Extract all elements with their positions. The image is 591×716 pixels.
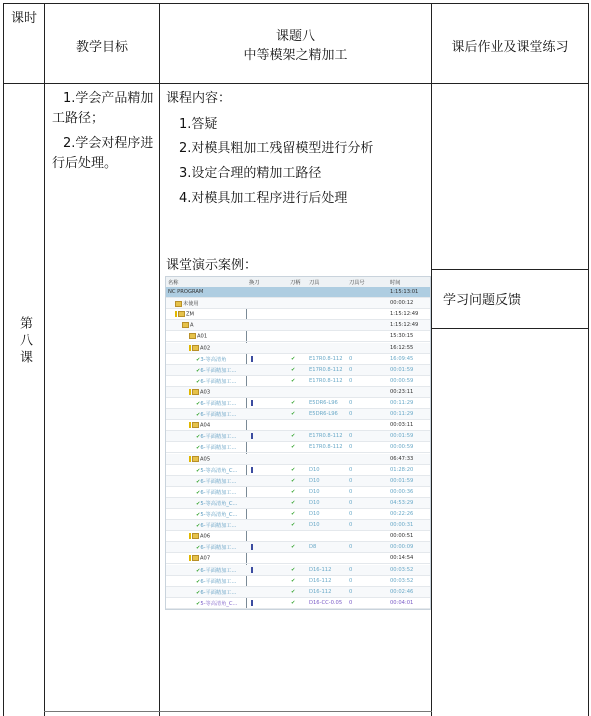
tree-row-tool: D10	[309, 499, 320, 506]
tree-row[interactable]	[166, 287, 430, 298]
tree-row-label: 5-等高清角_C...	[200, 512, 238, 518]
tree-row-name	[196, 544, 236, 551]
header-topic-title: 中等模架之精加工	[243, 48, 348, 63]
folder-icon	[192, 345, 199, 351]
holder-check-icon: ✔	[291, 466, 296, 473]
folder-icon	[182, 322, 189, 328]
tree-row-label: A04	[200, 422, 211, 429]
holder-check-icon: ✔	[291, 511, 296, 517]
tree-row-tool: E17R0.8-112	[309, 377, 343, 384]
tree-row-time: 00:01:59	[390, 433, 414, 440]
tree-row-label: 6-平面精加工...	[200, 578, 237, 585]
holder-check-icon: ✔	[291, 522, 296, 529]
holder-check-icon: ✔	[291, 400, 296, 406]
tree-row-tool: D16-CC-0.05	[309, 599, 343, 606]
pin-icon	[189, 533, 191, 539]
tree-row-label: A	[190, 322, 194, 329]
tree-row-toolnum: 0	[349, 366, 353, 373]
tree-row[interactable]	[166, 431, 430, 442]
check-icon: ✔	[196, 356, 201, 363]
tree-row-toolnum: 0	[349, 522, 353, 529]
tree-row-toolnum: 0	[349, 499, 353, 506]
holder-check-icon: ✔	[291, 599, 296, 606]
tree-row-label: A03	[200, 389, 211, 396]
holder-check-icon: ✔	[291, 577, 296, 584]
tree-row-toolnum: 0	[349, 566, 353, 573]
header-objectives: 教学目标	[75, 40, 128, 55]
tree-row-time: 00:00:59	[390, 444, 414, 451]
tree-row-time: 00:22:26	[390, 511, 414, 517]
tree-row[interactable]	[166, 343, 430, 354]
tree-row-time: 04:53:29	[390, 499, 414, 506]
tree-row-toolnum: 0	[349, 377, 353, 384]
tree-row[interactable]	[166, 565, 430, 576]
check-icon: ✔	[196, 378, 201, 385]
tree-row[interactable]	[166, 409, 430, 420]
tree-row[interactable]	[166, 587, 430, 598]
tree-col-toolnum: 刀具号	[349, 280, 365, 286]
tree-row-name	[196, 489, 236, 496]
tree-row-label: 6-平面精加工...	[200, 445, 237, 452]
tree-row[interactable]	[166, 320, 430, 331]
tree-row-time: 00:00:51	[390, 533, 414, 540]
holder-check-icon: ✔	[291, 355, 296, 362]
tree-row-label: 6-平面精加工...	[200, 478, 237, 485]
table-border-top	[3, 3, 589, 4]
tree-row-toolnum: 0	[349, 488, 353, 495]
pin-icon	[189, 555, 191, 561]
tree-row[interactable]	[166, 387, 430, 398]
tree-row[interactable]	[166, 309, 430, 320]
folder-icon	[192, 533, 199, 539]
tree-row-time: 1:15:12:49	[390, 322, 419, 329]
objective-2-line2: 行后处理。	[52, 156, 118, 171]
tree-row-toolnum: 0	[349, 355, 353, 362]
lesson-label: 第八课	[17, 316, 32, 367]
check-icon: ✔	[196, 445, 201, 452]
tree-row-toolnum: 0	[349, 588, 353, 595]
column-divider-2	[159, 3, 160, 716]
toolchange-marker	[251, 567, 253, 573]
tree-row-time: 1:15:13:01	[390, 289, 419, 295]
tree-row-time: 00:03:11	[390, 422, 414, 429]
tree-row-time: 15:30:15	[390, 333, 414, 340]
tree-row-name	[196, 511, 237, 518]
tree-row[interactable]	[166, 520, 430, 531]
tree-row-tool: D8	[309, 544, 317, 551]
feedback-divider-top	[432, 269, 589, 270]
column-divider-3	[431, 3, 432, 716]
tree-row[interactable]	[166, 498, 430, 509]
content-title: 课程内容：	[166, 91, 232, 106]
tree-row-label: A05	[200, 456, 211, 462]
tree-row-name	[196, 500, 237, 507]
feedback-divider-bottom	[432, 328, 589, 329]
tree-row-label: 6-平面精加工...	[200, 523, 237, 530]
tree-row-label: 未使用	[183, 301, 199, 308]
tree-row-label: 6-平面精加工...	[200, 378, 237, 385]
tree-row-toolnum: 0	[349, 400, 353, 406]
check-icon: ✔	[196, 567, 201, 574]
check-icon: ✔	[196, 489, 201, 496]
toolchange-marker	[251, 400, 253, 406]
pin-icon	[189, 345, 191, 351]
tree-row-name	[189, 533, 210, 540]
tree-row[interactable]	[166, 598, 430, 609]
check-icon: ✔	[196, 589, 201, 596]
tree-row-tool: E17R0.8-112	[309, 355, 343, 362]
holder-check-icon: ✔	[291, 444, 296, 451]
check-icon: ✔	[196, 412, 201, 419]
tree-row-name	[196, 467, 237, 474]
tree-row-time: 16:12:55	[390, 344, 414, 351]
tree-row-label: 6-平面精加工...	[200, 401, 237, 407]
tree-row-label: 6-平面精加工...	[200, 567, 237, 574]
tree-row-name	[175, 311, 194, 318]
tree-row-label: NC PROGRAM	[168, 289, 204, 295]
tree-row-tool: D10	[309, 522, 320, 529]
tree-row-tool: E5DR6-L96	[309, 411, 338, 418]
tree-row-label: ZM	[186, 311, 195, 318]
folder-icon	[175, 301, 182, 307]
folder-icon	[178, 311, 185, 317]
tree-row-toolnum: 0	[349, 411, 353, 418]
tree-row-time: 00:14:54	[390, 555, 414, 562]
tree-row[interactable]	[166, 442, 430, 453]
tree-row-label: 6-平面精加工...	[200, 489, 237, 496]
nc-program-tree-screenshot	[165, 276, 431, 610]
holder-check-icon: ✔	[291, 411, 296, 418]
tree-row-label: 6-平面精加工...	[200, 367, 237, 374]
tree-row-name	[175, 300, 199, 307]
check-icon: ✔	[196, 401, 201, 407]
tree-col-time: 时间	[390, 280, 401, 286]
tree-row-toolnum: 0	[349, 433, 353, 440]
tree-row-time: 00:11:29	[390, 411, 414, 418]
tree-row-tool: E17R0.8-112	[309, 444, 343, 451]
tree-row-name	[189, 555, 210, 562]
tree-row-time: 00:03:52	[390, 566, 414, 573]
holder-check-icon: ✔	[291, 588, 296, 595]
tree-col-tool: 刀具	[309, 280, 320, 286]
content-item-4: 4.对模具加工程序进行后处理	[179, 191, 348, 206]
tree-row[interactable]	[166, 331, 430, 342]
tree-row-time: 06:47:33	[390, 455, 414, 462]
tree-row[interactable]	[166, 398, 430, 409]
tree-row-toolnum: 0	[349, 544, 353, 551]
holder-check-icon: ✔	[291, 477, 296, 484]
tree-col-name: 名称	[168, 280, 179, 286]
tree-row-toolnum: 0	[349, 466, 353, 473]
tree-row-name	[196, 522, 236, 529]
tree-col-holder: 刀柄	[290, 280, 301, 286]
tree-row[interactable]	[166, 576, 430, 587]
tree-row-time: 1:15:12:49	[390, 311, 419, 318]
tree-row-tool: D16-112	[309, 577, 332, 584]
folder-icon	[192, 422, 199, 428]
tree-row[interactable]	[166, 454, 430, 465]
folder-icon	[192, 555, 199, 561]
tree-row-name	[196, 367, 236, 374]
tree-row-tool: E5DR6-L96	[309, 400, 338, 406]
tree-row-tool: D10	[309, 488, 320, 495]
tree-row[interactable]	[166, 420, 430, 431]
toolchange-marker	[251, 600, 253, 606]
tree-row-tool: D16-112	[309, 588, 332, 595]
tree-row-tool: E17R0.8-112	[309, 366, 343, 373]
tree-row-name	[196, 578, 236, 585]
tree-row-tool: D10	[309, 466, 320, 473]
tree-row-time: 00:11:29	[390, 400, 414, 406]
toolchange-marker	[251, 433, 253, 439]
header-topic-number: 课题八	[275, 29, 315, 44]
tree-row-time: 00:23:11	[390, 388, 414, 395]
tree-row-label: 6-平面精加工...	[200, 589, 237, 596]
check-icon: ✔	[196, 512, 201, 518]
tree-row-time: 00:01:59	[390, 477, 414, 484]
objective-1-line2: 工路径；	[52, 111, 105, 126]
tree-row[interactable]	[166, 465, 430, 476]
tree-row-tool: D10	[309, 477, 320, 484]
pin-icon	[175, 311, 177, 317]
table-row-divider	[3, 83, 589, 84]
tree-row-label: 5-等高清角_C...	[200, 500, 238, 507]
check-icon: ✔	[196, 367, 201, 374]
tree-row-time: 01:28:20	[390, 466, 414, 473]
tree-row[interactable]	[166, 298, 430, 309]
column-divider-1	[44, 3, 45, 716]
check-icon: ✔	[196, 478, 201, 485]
tree-row-name	[182, 322, 194, 329]
tree-row-toolnum: 0	[349, 577, 353, 584]
tree-col-toolchange: 换刀	[249, 280, 260, 286]
tree-row-label: A01	[197, 333, 208, 340]
tree-row-name	[196, 400, 236, 407]
tree-row[interactable]	[166, 365, 430, 376]
tree-row-time: 00:00:31	[390, 522, 414, 529]
folder-icon	[192, 389, 199, 395]
toolchange-marker	[251, 544, 253, 550]
tree-row[interactable]	[166, 487, 430, 498]
tree-row-time: 00:00:12	[390, 300, 414, 307]
pin-icon	[189, 422, 191, 428]
tree-row[interactable]	[166, 531, 430, 542]
check-icon: ✔	[196, 434, 201, 441]
tree-row-toolnum: 0	[349, 444, 353, 451]
feedback-label: 学习问题反馈	[443, 293, 522, 308]
tree-row-name	[196, 433, 236, 440]
tree-row-name	[196, 411, 236, 418]
tree-row-label: A07	[200, 555, 211, 562]
tree-row-name	[196, 356, 226, 363]
check-icon: ✔	[196, 545, 201, 552]
check-icon: ✔	[196, 600, 201, 607]
tree-row[interactable]	[166, 509, 430, 520]
tree-row[interactable]	[166, 553, 430, 564]
holder-check-icon: ✔	[291, 544, 296, 551]
tree-row-label: 3-等高清角	[200, 356, 227, 363]
tree-row-toolnum: 0	[349, 599, 353, 606]
folder-icon	[189, 333, 196, 339]
table-bottom-line	[44, 711, 432, 712]
table-border-right	[588, 3, 589, 716]
check-icon: ✔	[196, 467, 201, 474]
demo-title: 课堂演示案例：	[166, 258, 258, 273]
tree-row-name	[189, 333, 207, 340]
objective-2-line1: 2.学会对程序进	[63, 136, 154, 151]
holder-check-icon: ✔	[291, 566, 296, 573]
tree-row-label: A06	[200, 533, 211, 540]
tree-row-name	[189, 345, 210, 352]
tree-row-toolnum: 0	[349, 477, 353, 484]
tree-row-time: 00:04:01	[390, 599, 414, 606]
tree-row-time: 00:00:09	[390, 544, 414, 551]
tree-row-name	[189, 422, 210, 429]
tree-row-time: 16:09:45	[390, 355, 414, 362]
tree-row-time: 00:03:52	[390, 577, 414, 584]
tree-row[interactable]	[166, 476, 430, 487]
tree-row-name	[196, 478, 236, 485]
tree-row-name	[196, 378, 236, 385]
header-period: 课时	[10, 11, 37, 26]
folder-icon	[192, 456, 199, 462]
objective-1-line1: 1.学会产品精加	[63, 91, 154, 106]
tree-row-name	[196, 600, 237, 607]
tree-row-toolnum: 0	[349, 511, 353, 517]
holder-check-icon: ✔	[291, 488, 296, 495]
tree-row-time: 00:02:46	[390, 588, 414, 595]
pin-icon	[189, 389, 191, 395]
tree-row-label: 6-平面精加工...	[200, 412, 237, 419]
tree-row-name	[196, 444, 236, 451]
tree-row-label: 5-等高清角_C...	[200, 600, 238, 607]
tree-row-time: 00:01:59	[390, 366, 414, 373]
check-icon: ✔	[196, 523, 201, 530]
tree-row-label: 6-平面精加工...	[200, 434, 237, 441]
content-item-3: 3.设定合理的精加工路径	[179, 166, 322, 181]
check-icon: ✔	[196, 578, 201, 585]
tree-row[interactable]	[166, 542, 430, 553]
check-icon: ✔	[196, 500, 201, 507]
holder-check-icon: ✔	[291, 433, 296, 440]
tree-row[interactable]	[166, 354, 430, 365]
tree-row-tool: D10	[309, 511, 320, 517]
tree-row-label: A02	[200, 345, 211, 351]
tree-row-tool: D16-112	[309, 566, 332, 573]
content-item-1: 1.答疑	[179, 117, 218, 132]
toolchange-marker	[251, 467, 253, 473]
holder-check-icon: ✔	[291, 377, 296, 384]
header-homework: 课后作业及课堂练习	[451, 40, 569, 55]
tree-row-time: 00:00:36	[390, 488, 414, 495]
tree-row-label: 5-等高清角_C...	[200, 467, 238, 474]
holder-check-icon: ✔	[291, 366, 296, 373]
toolchange-marker	[251, 356, 253, 362]
tree-row-name	[168, 289, 203, 295]
pin-icon	[189, 456, 191, 462]
tree-row-tool: E17R0.8-112	[309, 433, 343, 440]
tree-row-name	[196, 567, 236, 574]
tree-row-name	[196, 589, 236, 596]
tree-row-time: 00:00:59	[390, 377, 414, 384]
tree-row[interactable]	[166, 376, 430, 387]
content-item-2: 2.对模具粗加工残留模型进行分析	[179, 141, 374, 156]
tree-row-label: 6-平面精加工...	[200, 545, 237, 552]
holder-check-icon: ✔	[291, 499, 296, 506]
tree-row-name	[189, 389, 210, 396]
tree-row-name	[189, 456, 210, 463]
